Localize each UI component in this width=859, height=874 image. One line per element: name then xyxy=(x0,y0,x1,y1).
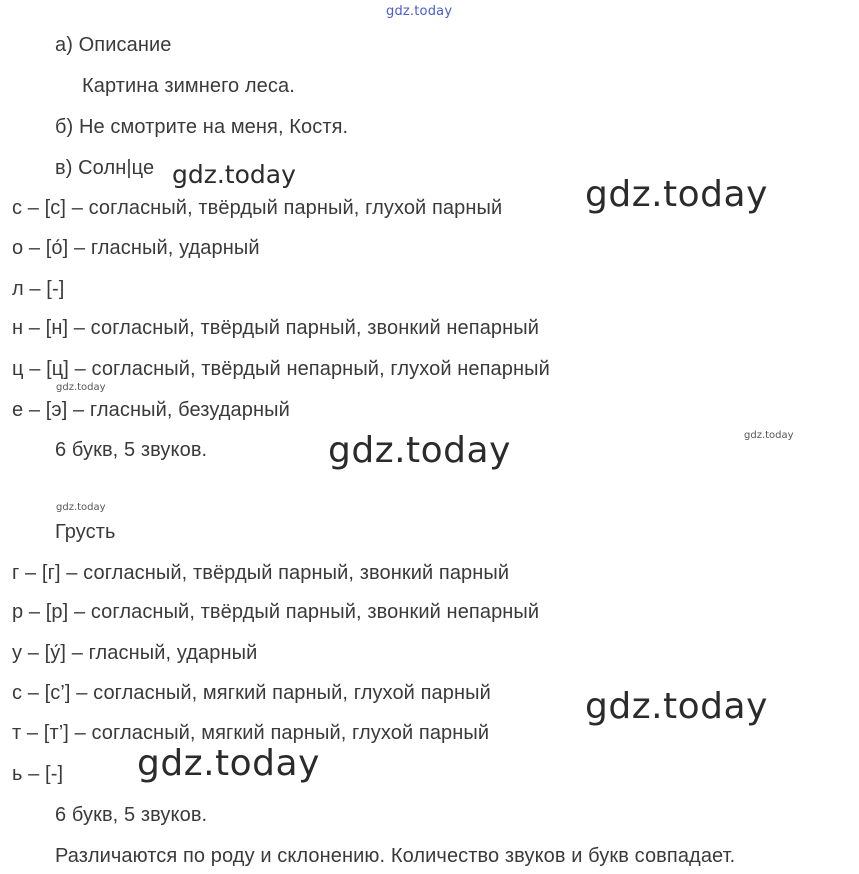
watermark: gdz.today xyxy=(585,686,768,727)
phonetic-row: р – [р] – согласный, твёрдый парный, звонкий непарный xyxy=(12,601,540,623)
phonetic-row: ц – [ц] – согласный, твёрдый непарный, глухой непарный xyxy=(12,358,550,380)
watermark: gdz.today xyxy=(137,743,320,784)
section-b-text: б) Не смотрите на меня, Костя. xyxy=(55,116,349,138)
phonetic-row: о – [о́] – гласный, ударный xyxy=(12,237,260,259)
watermark: gdz.today xyxy=(585,174,768,215)
section-a-text: Картина зимнего леса. xyxy=(82,75,295,97)
watermark-top: gdz.today xyxy=(386,4,453,19)
watermark: gdz.today xyxy=(744,430,794,441)
phonetic-row: н – [н] – согласный, твёрдый парный, звонкий непарный xyxy=(12,317,540,339)
phonetic-row: у – [у́] – гласный, ударный xyxy=(12,642,258,664)
section-v-word: в) Солн|це xyxy=(55,157,155,179)
watermark: gdz.today xyxy=(328,430,511,471)
section-grust-word: Грусть xyxy=(55,521,116,543)
phonetic-row: л – [-] xyxy=(12,278,65,300)
phonetic-row: с – [с] – согласный, твёрдый парный, глухой парный xyxy=(12,197,503,219)
phonetic-row: е – [э] – гласный, безударный xyxy=(12,399,290,421)
conclusion-text: Различаются по роду и склонению. Количество звуков и букв совпадает. xyxy=(55,845,736,867)
phonetic-row: г – [г] – согласный, твёрдый парный, звонкий парный xyxy=(12,562,510,584)
letter-sound-count: 6 букв, 5 звуков. xyxy=(55,439,208,461)
watermark: gdz.today xyxy=(172,160,296,189)
phonetic-row: т – [т’] – согласный, мягкий парный, глухой парный xyxy=(12,722,490,744)
section-a-label: а) Описание xyxy=(55,34,172,56)
watermark: gdz.today xyxy=(56,502,106,513)
watermark: gdz.today xyxy=(56,382,106,393)
letter-sound-count: 6 букв, 5 звуков. xyxy=(55,804,208,826)
phonetic-row: с – [с’] – согласный, мягкий парный, глухой парный xyxy=(12,682,491,704)
phonetic-row: ь – [-] xyxy=(12,763,64,785)
